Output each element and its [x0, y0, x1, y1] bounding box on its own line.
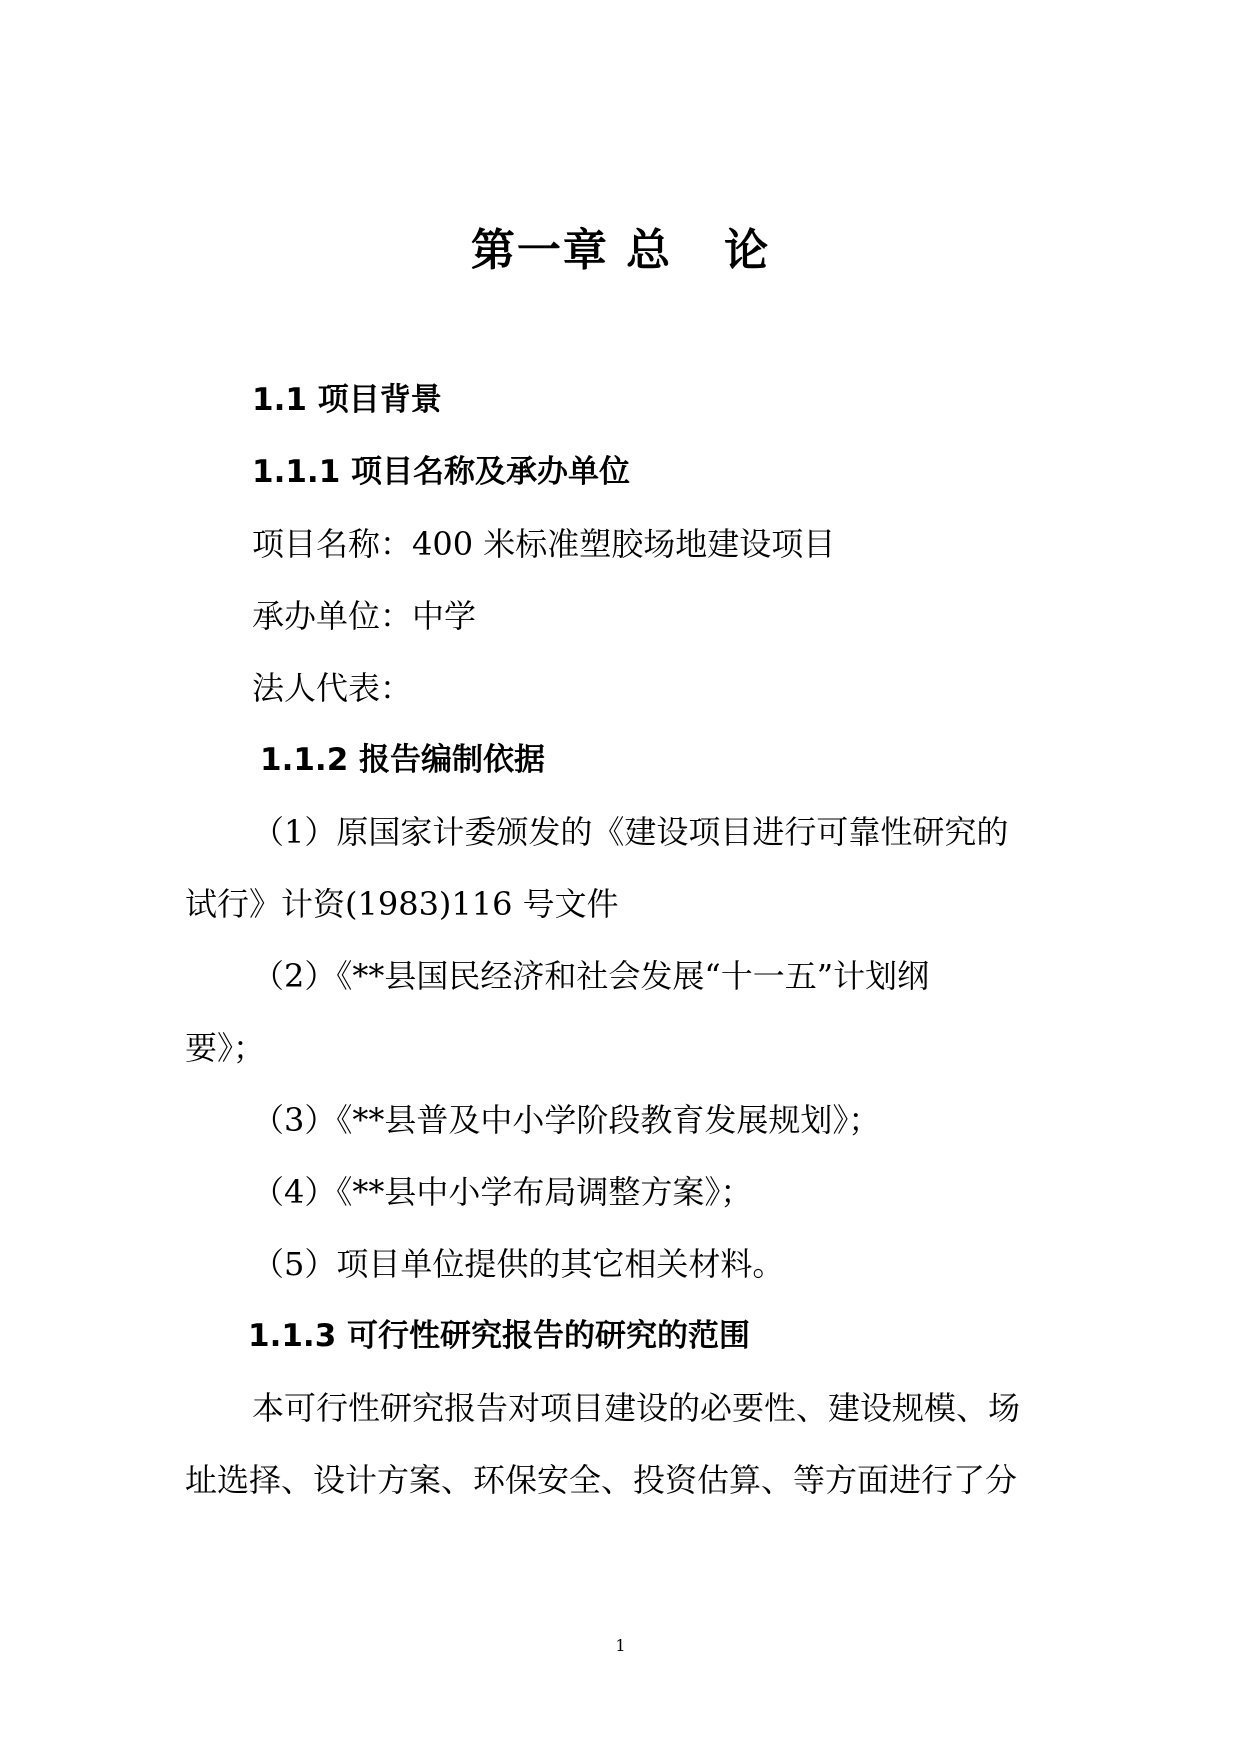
section-heading-1-1-2: 1.1.2 报告编制依据 — [260, 742, 546, 778]
project-name-line: 项目名称：400 米标准塑胶场地建设项目 — [252, 525, 836, 563]
section-heading-1-1: 1.1 项目背景 — [252, 382, 442, 418]
chapter-title: 第一章 总 论 — [470, 225, 771, 276]
scope-paragraph-line-1: 本可行性研究报告对项目建设的必要性、建设规模、场 — [252, 1389, 1021, 1427]
organizer-line: 承办单位：中学 — [252, 597, 477, 635]
page-number: 1 — [615, 1636, 626, 1655]
basis-item-2-line-2: 要》； — [185, 1029, 266, 1067]
legal-rep-line: 法人代表： — [252, 669, 413, 707]
basis-item-4: （4）《**县中小学布局调整方案》； — [252, 1173, 753, 1211]
basis-item-1-line-1: （1）原国家计委颁发的《建设项目进行可靠性研究的 — [252, 813, 1009, 851]
basis-item-3: （3）《**县普及中小学阶段教育发展规划》； — [252, 1101, 881, 1139]
basis-item-5: （5）项目单位提供的其它相关材料。 — [252, 1245, 785, 1283]
basis-item-1-line-2: 试行》计资(1983)116 号文件 — [185, 885, 619, 923]
section-heading-1-1-1: 1.1.1 项目名称及承办单位 — [252, 454, 631, 490]
basis-item-2-line-1: （2）《**县国民经济和社会发展“十一五”计划纲 — [252, 957, 930, 995]
section-heading-1-1-3: 1.1.3 可行性研究报告的研究的范围 — [248, 1318, 751, 1354]
scope-paragraph-line-2: 址选择、设计方案、环保安全、投资估算、等方面进行了分 — [185, 1461, 1018, 1499]
